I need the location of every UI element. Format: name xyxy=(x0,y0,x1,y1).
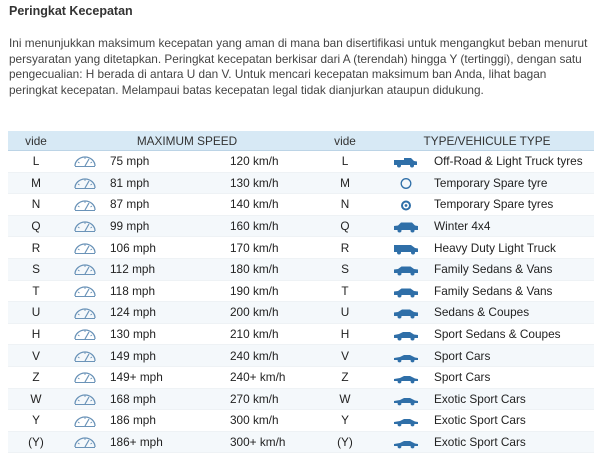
speed-index: H xyxy=(8,323,64,345)
exotic-car-icon xyxy=(393,437,419,449)
exotic-car-icon xyxy=(393,415,419,427)
vehicle-type: Temporary Spare tyre xyxy=(432,172,594,194)
table-row xyxy=(8,302,594,324)
header-index-2: vide xyxy=(310,131,380,151)
speedometer-icon-cell xyxy=(64,194,106,216)
header-vehicle-type: TYPE/VEHICULE TYPE xyxy=(380,131,594,151)
max-speed-mph: 168 mph xyxy=(106,388,230,410)
table-row xyxy=(8,345,594,367)
header-max-speed: MAXIMUM SPEED xyxy=(64,131,310,151)
table-row xyxy=(8,431,594,453)
speedometer-icon xyxy=(73,242,97,255)
table-row xyxy=(8,215,594,237)
speedometer-icon xyxy=(73,350,97,363)
max-speed-mph: 186+ mph xyxy=(106,431,230,453)
speedometer-icon xyxy=(73,415,97,428)
max-speed-mph: 87 mph xyxy=(106,194,230,216)
spare-tyre-icon xyxy=(393,177,419,190)
table-row xyxy=(8,237,594,259)
header-index: vide xyxy=(8,131,64,151)
speedometer-icon xyxy=(73,263,97,276)
speed-index-2: (Y) xyxy=(310,431,380,453)
speedometer-icon xyxy=(73,371,97,384)
spare-wheel-icon xyxy=(393,199,419,212)
table-row xyxy=(8,410,594,432)
speed-index-2: N xyxy=(310,194,380,216)
speed-index-2: Q xyxy=(310,215,380,237)
sport-sedan-icon xyxy=(393,329,419,341)
table-row xyxy=(8,366,594,388)
sports-car-icon-cell xyxy=(380,345,432,367)
sports-car-icon xyxy=(393,351,419,363)
speed-index: L xyxy=(8,151,64,173)
speedometer-icon-cell xyxy=(64,345,106,367)
max-speed-kmh: 240+ km/h xyxy=(230,366,310,388)
vehicle-type: Temporary Spare tyres xyxy=(432,194,594,216)
table-row xyxy=(8,194,594,216)
speedometer-icon xyxy=(73,393,97,406)
speedometer-icon xyxy=(73,436,97,449)
speedometer-icon xyxy=(73,177,97,190)
speed-index-2: L xyxy=(310,151,380,173)
vehicle-type: Off-Road & Light Truck tyres xyxy=(432,151,594,173)
exotic-car-icon-cell xyxy=(380,431,432,453)
speed-index-2: V xyxy=(310,345,380,367)
vehicle-type: Sedans & Coupes xyxy=(432,302,594,324)
vehicle-type: Winter 4x4 xyxy=(432,215,594,237)
suv-icon-cell xyxy=(380,215,432,237)
speedometer-icon-cell xyxy=(64,302,106,324)
max-speed-kmh: 160 km/h xyxy=(230,215,310,237)
speedometer-icon-cell xyxy=(64,151,106,173)
table-header-row xyxy=(8,131,594,151)
spare-wheel-icon-cell xyxy=(380,194,432,216)
sedan-icon-cell xyxy=(380,280,432,302)
max-speed-mph: 124 mph xyxy=(106,302,230,324)
table-row xyxy=(8,258,594,280)
max-speed-mph: 130 mph xyxy=(106,323,230,345)
speedometer-icon-cell xyxy=(64,237,106,259)
speedometer-icon xyxy=(73,155,97,168)
speedometer-icon-cell xyxy=(64,280,106,302)
sports-car-icon-cell xyxy=(380,366,432,388)
speedometer-icon xyxy=(73,220,97,233)
speed-index: Y xyxy=(8,410,64,432)
max-speed-kmh: 170 km/h xyxy=(230,237,310,259)
speedometer-icon xyxy=(73,199,97,212)
max-speed-mph: 149+ mph xyxy=(106,366,230,388)
van-icon xyxy=(393,243,419,255)
speed-index: N xyxy=(8,194,64,216)
speed-rating-table xyxy=(8,131,594,453)
max-speed-mph: 75 mph xyxy=(106,151,230,173)
speed-index-2: Y xyxy=(310,410,380,432)
speed-index-2: W xyxy=(310,388,380,410)
max-speed-kmh: 240 km/h xyxy=(230,345,310,367)
speed-index: V xyxy=(8,345,64,367)
speedometer-icon-cell xyxy=(64,410,106,432)
speed-index: M xyxy=(8,172,64,194)
speed-index-2: T xyxy=(310,280,380,302)
speedometer-icon xyxy=(73,285,97,298)
max-speed-kmh: 200 km/h xyxy=(230,302,310,324)
max-speed-kmh: 140 km/h xyxy=(230,194,310,216)
max-speed-kmh: 270 km/h xyxy=(230,388,310,410)
sedan-icon xyxy=(393,286,419,298)
max-speed-mph: 81 mph xyxy=(106,172,230,194)
speedometer-icon-cell xyxy=(64,431,106,453)
exotic-car-icon xyxy=(393,394,419,406)
speed-index: S xyxy=(8,258,64,280)
speed-index: U xyxy=(8,302,64,324)
max-speed-mph: 99 mph xyxy=(106,215,230,237)
sedan-icon-cell xyxy=(380,258,432,280)
speed-index: Z xyxy=(8,366,64,388)
table-row xyxy=(8,172,594,194)
speed-index-2: H xyxy=(310,323,380,345)
max-speed-mph: 112 mph xyxy=(106,258,230,280)
vehicle-type: Sport Sedans & Coupes xyxy=(432,323,594,345)
speedometer-icon-cell xyxy=(64,366,106,388)
coupe-icon-cell xyxy=(380,302,432,324)
table-row xyxy=(8,151,594,173)
suv-icon xyxy=(393,221,419,233)
pickup-truck-icon-cell xyxy=(380,151,432,173)
speedometer-icon xyxy=(73,328,97,341)
speedometer-icon-cell xyxy=(64,172,106,194)
max-speed-mph: 149 mph xyxy=(106,345,230,367)
table-row xyxy=(8,323,594,345)
intro-paragraph: Ini menunjukkan maksimum kecepatan yang aman di mana ban disertifikasi untuk mengangkut beban menurut persyaratan yang ditetapkan. Peringkat kecepatan berkisar dari A (terendah) hingga Y (tertinggi), dengan satu pengecualian: H berada di antara U dan V. Untuk mencari kecepatan maksimum ban Anda, lihat bagan peringkat kecepatan. Melampaui batas kecepatan legal tidak dianjurkan ataupun didukung. xyxy=(9,36,588,97)
max-speed-kmh: 120 km/h xyxy=(230,151,310,173)
speedometer-icon xyxy=(73,307,97,320)
speed-index-2: S xyxy=(310,258,380,280)
speedometer-icon-cell xyxy=(64,258,106,280)
speedometer-icon-cell xyxy=(64,215,106,237)
speed-index: (Y) xyxy=(8,431,64,453)
vehicle-type: Family Sedans & Vans xyxy=(432,280,594,302)
speedometer-icon-cell xyxy=(64,323,106,345)
max-speed-mph: 106 mph xyxy=(106,237,230,259)
exotic-car-icon-cell xyxy=(380,410,432,432)
speed-index-2: M xyxy=(310,172,380,194)
vehicle-type: Family Sedans & Vans xyxy=(432,258,594,280)
sports-car-icon xyxy=(393,372,419,384)
speed-index: T xyxy=(8,280,64,302)
speed-index-2: R xyxy=(310,237,380,259)
sedan-icon xyxy=(393,264,419,276)
speedometer-icon-cell xyxy=(64,388,106,410)
sport-sedan-icon-cell xyxy=(380,323,432,345)
max-speed-kmh: 190 km/h xyxy=(230,280,310,302)
vehicle-type: Exotic Sport Cars xyxy=(432,388,594,410)
vehicle-type: Exotic Sport Cars xyxy=(432,410,594,432)
vehicle-type: Sport Cars xyxy=(432,366,594,388)
speed-index: W xyxy=(8,388,64,410)
vehicle-type: Sport Cars xyxy=(432,345,594,367)
page-title: Peringkat Kecepatan xyxy=(9,4,133,18)
max-speed-kmh: 130 km/h xyxy=(230,172,310,194)
speed-index: Q xyxy=(8,215,64,237)
speed-index-2: Z xyxy=(310,366,380,388)
pickup-truck-icon xyxy=(393,156,419,168)
exotic-car-icon-cell xyxy=(380,388,432,410)
max-speed-kmh: 300+ km/h xyxy=(230,431,310,453)
max-speed-mph: 118 mph xyxy=(106,280,230,302)
max-speed-mph: 186 mph xyxy=(106,410,230,432)
speed-index-2: U xyxy=(310,302,380,324)
spare-tyre-icon-cell xyxy=(380,172,432,194)
van-icon-cell xyxy=(380,237,432,259)
max-speed-kmh: 180 km/h xyxy=(230,258,310,280)
table-row xyxy=(8,388,594,410)
table-body xyxy=(8,151,594,453)
vehicle-type: Heavy Duty Light Truck xyxy=(432,237,594,259)
max-speed-kmh: 210 km/h xyxy=(230,323,310,345)
table-row xyxy=(8,280,594,302)
speed-index: R xyxy=(8,237,64,259)
max-speed-kmh: 300 km/h xyxy=(230,410,310,432)
coupe-icon xyxy=(393,307,419,319)
vehicle-type: Exotic Sport Cars xyxy=(432,431,594,453)
